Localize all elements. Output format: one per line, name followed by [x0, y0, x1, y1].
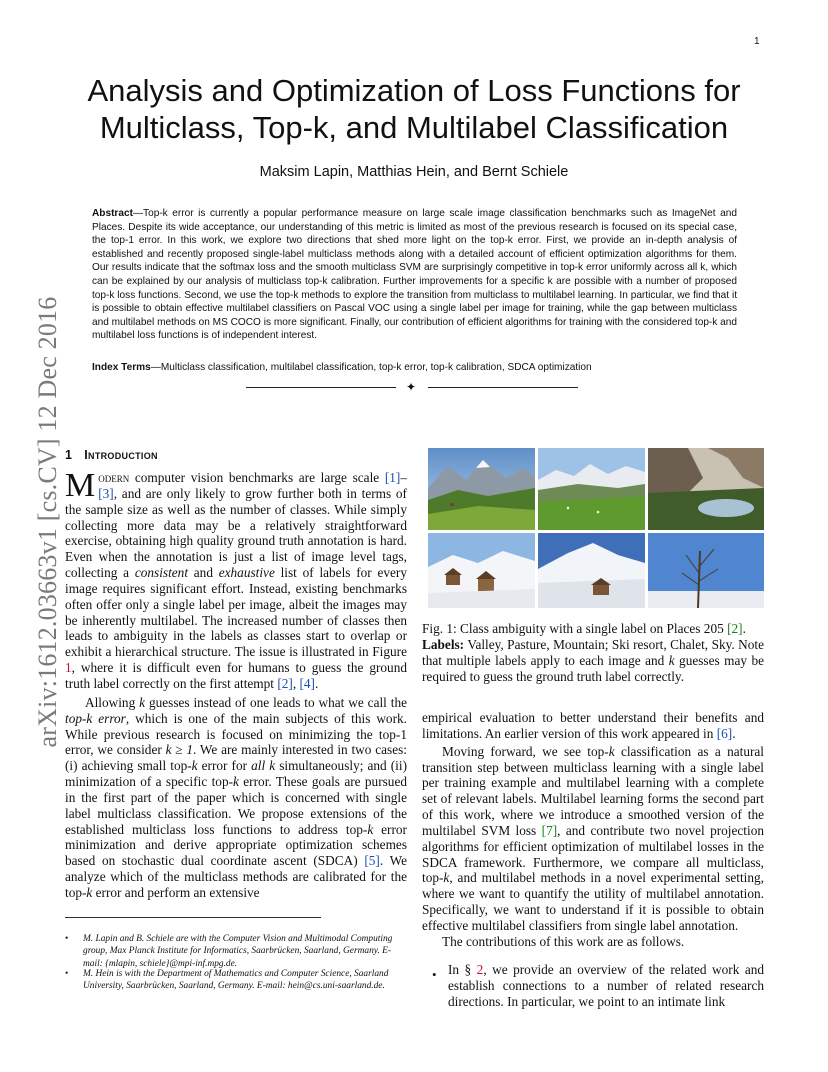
section-divider — [246, 381, 586, 393]
math-k: k — [191, 758, 198, 774]
right-column — [422, 710, 764, 950]
title-line-1: Analysis and Optimization of Loss Functions for — [87, 73, 741, 108]
footnote-1 — [65, 933, 407, 970]
math-k: k — [139, 694, 146, 710]
title-line-2: Multiclass, Top-k, and Multilabel Classification — [99, 110, 729, 145]
contribution-item — [448, 962, 764, 1010]
text: error. These goals are pursued in the first part of the paper which is concerned with single label multiclass classification. We propose extensions of the established multiclass loss functions to address top- — [65, 774, 407, 837]
caption-labels-heading: Labels: — [422, 636, 465, 652]
section-heading — [65, 448, 158, 462]
citation-link[interactable]: [2] — [277, 675, 293, 691]
arxiv-stamp[interactable] — [33, 282, 62, 762]
text: . We are mainly interested in two cases: (i) achieving small top- — [65, 742, 407, 774]
photo-ski-resort — [428, 533, 535, 608]
text: list of labels for every image requires significant effort. Instead, existing benchmarks often offer only a single label per image, albeit the images may be inherently multilabel. The increased number of classes then leads to ambiguity in the labels as classes start to overlap or exhibit a hierarchical structure. The issue is illustrated in Figure — [65, 565, 407, 660]
text: , and contribute two novel projection algorithms for efficient optimization of multilabel losses in the SDCA framework. Furthermore, we compare all multiclass, top- — [422, 822, 764, 886]
footnote-rule — [65, 917, 321, 918]
photo-valley — [428, 448, 535, 530]
right-paragraph-3: The contributions of this work are as follows. — [442, 933, 685, 949]
citation-link[interactable]: [6] — [716, 725, 733, 741]
footnote-bullet: • — [65, 969, 69, 979]
text: – — [400, 470, 407, 485]
emphasis: consistent — [134, 565, 189, 581]
math-k: k — [233, 774, 239, 790]
footnote-text: M. Hein is with the Department of Mathematics and Computer Science, Saarland University, Saarbrücken, Saarland, Germany. E-mail: hein@cs.uni-saarland.de. — [83, 969, 389, 992]
index-terms — [92, 361, 737, 375]
divider-diamond: ✦ — [406, 380, 417, 394]
divider-line-left — [246, 387, 396, 388]
text: computer vision benchmarks are large scale — [129, 470, 385, 485]
text: error and perform an extensive — [92, 884, 260, 900]
photo-pasture — [538, 448, 645, 530]
photo-chalet — [538, 533, 645, 608]
emphasis: exhaustive — [218, 565, 275, 581]
section-title: Introduction — [84, 448, 158, 462]
math-inequality: k ≥ 1 — [165, 742, 194, 758]
section-number: 1 — [65, 448, 73, 462]
text: Fig. 1: Class ambiguity with a single label on Places 205 — [422, 621, 728, 636]
math-k: k — [443, 870, 450, 886]
abstract-label: Abstract — [92, 208, 133, 219]
divider-line-right — [428, 387, 578, 388]
figure-1-image-grid — [428, 448, 764, 608]
footnote-text: M. Lapin and B. Schiele are with the Computer Vision and Multimodal Computing group, Max Planck Institute for Informatics, Saarbrücken, Saarland, Germany. E-mail: {mlapin, schiele}@mpi-inf.mpg.de. — [83, 934, 393, 969]
text: , which is one of the main subjects of this work. While previous research is focused on minimizing the top-1 error, we consider — [65, 710, 407, 758]
intro-paragraph-1 — [65, 467, 407, 692]
index-terms-label: Index Terms — [92, 362, 151, 373]
text: and — [188, 565, 219, 581]
figure-link[interactable]: 1 — [65, 660, 72, 676]
text: . — [732, 725, 736, 741]
text: Moving forward, we see top- — [442, 743, 609, 759]
math-k: k — [367, 821, 374, 837]
text: guesses may be required to guess the ground truth label correctly. — [422, 652, 764, 684]
citation-link[interactable]: [3] — [98, 485, 114, 501]
photo-sky — [648, 533, 764, 608]
text: error minimization and derive appropriate optimization schemes based on stochastic dual coordinate ascent (SDCA) — [65, 821, 407, 869]
authors: Maksim Lapin, Matthias Hein, and Bernt Schiele — [259, 164, 569, 180]
math-k: k — [608, 743, 615, 759]
left-column — [65, 467, 408, 901]
drop-cap: M — [65, 467, 96, 504]
text: . — [315, 675, 319, 691]
paper-title — [40, 72, 788, 146]
text: guesses instead of one leads to what we call the — [145, 694, 408, 710]
text: , where it is difficult even for humans to guess the ground truth label correctly on the first attempt — [65, 660, 407, 691]
arxiv-stamp-text: arXiv:1612.03663v1 [cs.CV] 12 Dec 2016 — [33, 296, 62, 748]
section-link[interactable]: 2 — [476, 962, 484, 977]
right-paragraph-2 — [422, 744, 764, 934]
text: simultaneously; and (ii) minimization of a specific top- — [65, 758, 407, 790]
text: Allowing — [85, 694, 140, 710]
text: classification as a natural transition step between multiclass learning with a single label per training example and multilabel learning with a complete set of relevant labels. Multilabel learning forms the second part of this work, where we introduce a smoothed version of the multilabel SVM loss — [422, 743, 764, 838]
emphasis: top-k error — [65, 710, 126, 726]
text: , and are only likely to grow further both in terms of the sample size as well as the number of classes. While simply collecting more data may be a relatively straightforward exercise, obtaining high quality ground truth annotation is hard. Even when the annotation is just a list of image level tags, collecting a — [65, 485, 407, 581]
figure-caption — [422, 621, 764, 685]
citation-link[interactable]: [4] — [299, 675, 315, 691]
text: , we provide an overview of the related work and establish connections to a number of related research directions. In particular, we point to an intimate link — [448, 962, 765, 1009]
abstract-text: —Top-k error is currently a popular performance measure on large scale image classification benchmarks such as ImageNet and Places. Despite its wide acceptance, our understanding of this metric is limited as most of the previous research is focused on its special case, the top-1 error. In this work, we explore two directions that shed more light on the top-k error. First, we provide an in-depth analysis of established and recently proposed single-label multiclass methods along with a detailed account of efficient optimization algorithms for them. Our results indicate that the softmax loss and the smooth multiclass SVM are surprisingly competitive in top-k error uniformly across all k, which can be explained by our analysis of multiclass top-k calibration. Further improvements for a specific k are possible with a number of proposed top-k loss functions. Second, we use the top-k methods to explore the transition from multiclass to multilabel learning. In particular, we find that it is possible to obtain effective multilabel classifiers on Pascal VOC using a single label per image for training, while the gap between multiclass and multilabel methods on MS COCO is more significant. Finally, our contribution of efficient algorithms for training with the considered top-k and multilabel loss functions is of independent interest. — [92, 208, 737, 342]
abstract — [92, 207, 737, 343]
citation-link[interactable]: [7] — [541, 822, 558, 838]
footnote-bullet: • — [65, 934, 69, 944]
emphasis: all k — [251, 758, 276, 774]
right-paragraph-1 — [422, 710, 764, 742]
math-k: k — [86, 884, 93, 900]
intro-paragraph-2 — [65, 695, 407, 901]
text: . We analyze which of the multiclass methods are calibrated for the top- — [65, 853, 407, 900]
text: , — [292, 675, 300, 691]
contribution-bullet: • — [432, 967, 437, 982]
smallcaps-lead: odern — [98, 470, 130, 485]
text: , and multilabel methods in a novel experimental setting, where we want to quantify the utility of multilabel annotation. Specifically, we want to understand if it is possible to obtain effective multilabel classifiers from single label annotation. — [422, 870, 764, 933]
math-k: k — [668, 652, 675, 668]
text: . — [742, 621, 746, 636]
text: Valley, Pasture, Mountain; Ski resort, Chalet, Sky. Note that multiple labels apply to each image and — [422, 636, 764, 668]
text: empirical evaluation to better understand their benefits and limitations. An earlier version of this work appeared in — [422, 710, 764, 741]
page-number: 1 — [754, 36, 760, 47]
citation-link[interactable]: [1] — [384, 470, 401, 485]
footnote-2 — [65, 968, 407, 993]
photo-mountain — [648, 448, 764, 530]
index-terms-text: —Multiclass classification, multilabel classification, top-k error, top-k calibration, SDCA optimization — [150, 362, 592, 373]
text: In § — [448, 962, 477, 977]
citation-link[interactable]: [5] — [364, 853, 380, 869]
citation-link[interactable]: [2] — [727, 621, 743, 636]
text: error for — [197, 758, 252, 774]
